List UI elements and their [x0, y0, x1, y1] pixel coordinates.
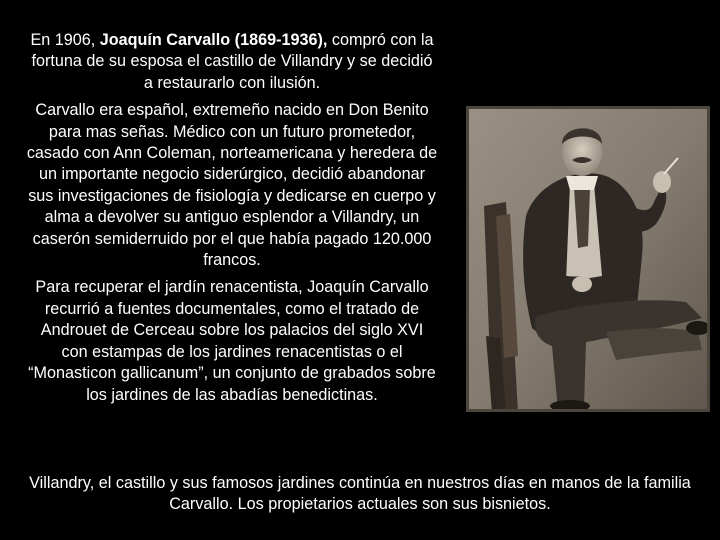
- intro-prefix: En 1906,: [30, 31, 100, 49]
- portrait-photo: [466, 106, 710, 412]
- intro-name: Joaquín Carvallo (1869-1936),: [99, 31, 328, 49]
- footer-text: Villandry, el castillo y sus famosos jardines continúa en nuestros días en manos de la familia Carvallo. Los propietarios actuales son sus bisnietos.: [29, 474, 691, 514]
- text-column: [26, 30, 438, 412]
- paragraph-intro: [26, 30, 438, 94]
- intro-rest: compró con la fortuna de su esposa el castillo de Villandry y se decidió a restaurarlo con ilusión.: [31, 31, 434, 92]
- paragraph-biography: Carvallo era español, extremeño nacido en Don Benito para mas señas. Médico con un futuro prometedor, casado con Ann Coleman, norteamericana y heredera de un importante negocio siderúrgico, decidió abandonar sus investigaciones de fisiología y dedicarse en cuerpo y alma a devolver su antiguo esplendor a Villandry, un caserón semiderruido por el que había pagado 120.000 francos.: [26, 101, 438, 270]
- paragraph-garden: Para recuperar el jardín renacentista, Joaquín Carvallo recurrió a fuentes documentales, como el tratado de Androuet de Cerceau sobre los palacios del siglo XVI con estampas de los jardines renacentistas o el “Monasticon gallicanum”, un conjunto de grabados sobre los jardines de las abadías benedictinas.: [28, 278, 436, 404]
